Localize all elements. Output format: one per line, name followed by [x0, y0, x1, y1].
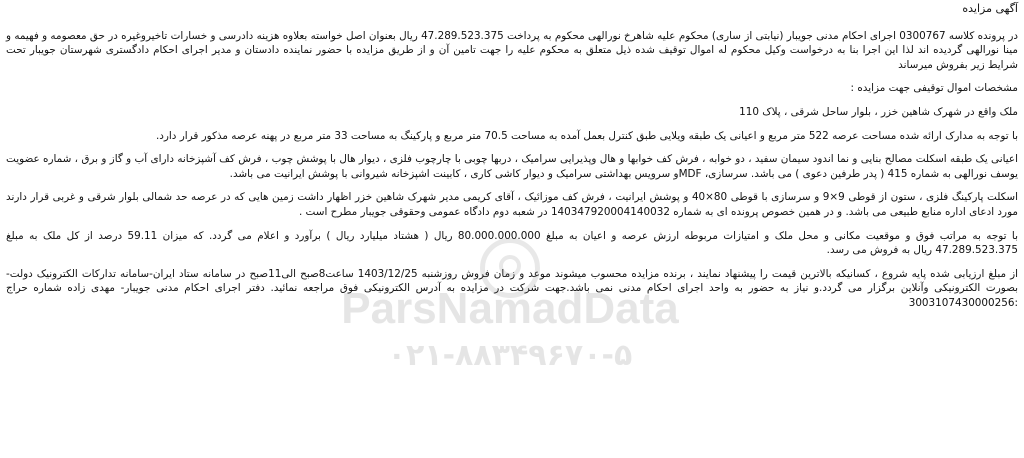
auction-notice — [6, 2, 1018, 456]
watermark-phone: ۰۲۱-۸۸۳۴۹۶۷۰-۵ — [387, 338, 633, 373]
auction-conditions: از مبلغ ارزیابی شده پایه شروع ، کسانیکه بالاترین قیمت را پیشنهاد نمایند ، برنده مزایده محسوب میشوند موعد و زمان فروش روزشنبه 1403/12/25 ساعت8صبح الی11صبح در سامانه ستاد ایران-سامانه تدارکات الکترونیک دولت-بصورت الکترونیکی وآنلاین برگزار می گردد.و نیاز به حضور به واحد اجرای احکام مدنی نمی باشد.جهت شرکت در مزایده به آدرس الکترونیکی فوق مراجعه نمائید. دفتر اجرای احکام مدنی جویبار- مهدی زاده شماره حراج :3003107430000256 — [6, 267, 1018, 309]
building-description: اعیانی یک طبقه اسکلت مصالح بنایی و نما اندود سیمان سفید ، دو خوابه ، فرش کف خوابها و هال وپذیرایی سرامیک ، دربها چوبی با چارچوب فلزی ، دیوار هال با پوشش چوب ، فرش کف آشپزخانه دارای آب و گاز و برق ، شماره عضویت یوسف نورالهی به شماره 415 ( پدر طرفین دعوی ) می باشد. سرسازی، MDFو سرویس بهداشتی سرامیک و دیوار کاشی کاری ، کابینت اشپزخانه شیروانی با پوشش ایرانیت می باشد. — [6, 153, 1018, 180]
valuation-paragraph: با توجه به مراتب فوق و موقعیت مکانی و محل ملک و امتیازات مربوطه ارزش عرصه و اعیان به مبلغ 80.000.000.000 ریال ( هشتاد میلیارد ریال ) برآورد و اعلام می گردد. که میزان 59.11 درصد از کل ملک به مبلغ 47.289.523.375 ریال به فروش می رسد. — [6, 229, 1018, 257]
property-area: با توجه به مدارک ارائه شده مساحت عرصه 522 متر مربع و اعیانی یک طبقه ویلایی طبق کنترل بعمل آمده به مساحت 70.5 متر مربع و پارکینگ به مساحت 33 متر مربع در پهنه عرصه مذکور قرار دارد. — [155, 129, 1018, 142]
property-location: ملک واقع در شهرک شاهین خزر ، بلوار ساحل شرقی ، پلاک 110 — [739, 105, 1018, 118]
specs-heading: مشخصات اموال توقیفی جهت مزایده : — [850, 82, 1018, 95]
notice-intro: در پرونده کلاسه 0300767 اجرای احکام مدنی جویبار (نیابتی از ساری) محکوم علیه شاهرخ نورالهی محکوم به پرداخت 47.289.523.375 ریال بعنوان اصل خواسته بعلاوه هزینه دادرسی و خسارات تاخیروغیره در حق معصومه و فهیمه و مینا نورالهی گردیده اند لذا این اجرا بنا به درخواست وکیل محکوم له اموال توقیف شده ذیل متعلق به محکوم علیه را جهت تامین آن و از طریق مزایده با حضور نماینده دادستان و مدیر اجرای احکام دادگستری شهرستان جویبار تحت شرایط زیر بفروش میرساند — [6, 29, 1019, 71]
notice-title: آگهی مزایده — [962, 2, 1018, 15]
watermark-brand: ParsNamadData — [341, 284, 679, 333]
parking-description: اسکلت پارکینگ فلزی ، ستون از قوطی 9×9 و سرسازی با قوطی 80×40 و پوشش ایرانیت ، فرش کف موزائیک ، آقای کریمی مدیر شهرک شاهین خزر اظهار داشت زمین هایی که در عرصه حد شمالی بلوار شرقی و غربی قرار دارند مورد ادعای اداره منابع طبیعی می باشد. و در همین خصوص پرونده ای به شماره 140347920004140032 در شعبه دوم دادگاه عمومی وحقوقی جویبار مطرح است . — [6, 191, 1018, 218]
